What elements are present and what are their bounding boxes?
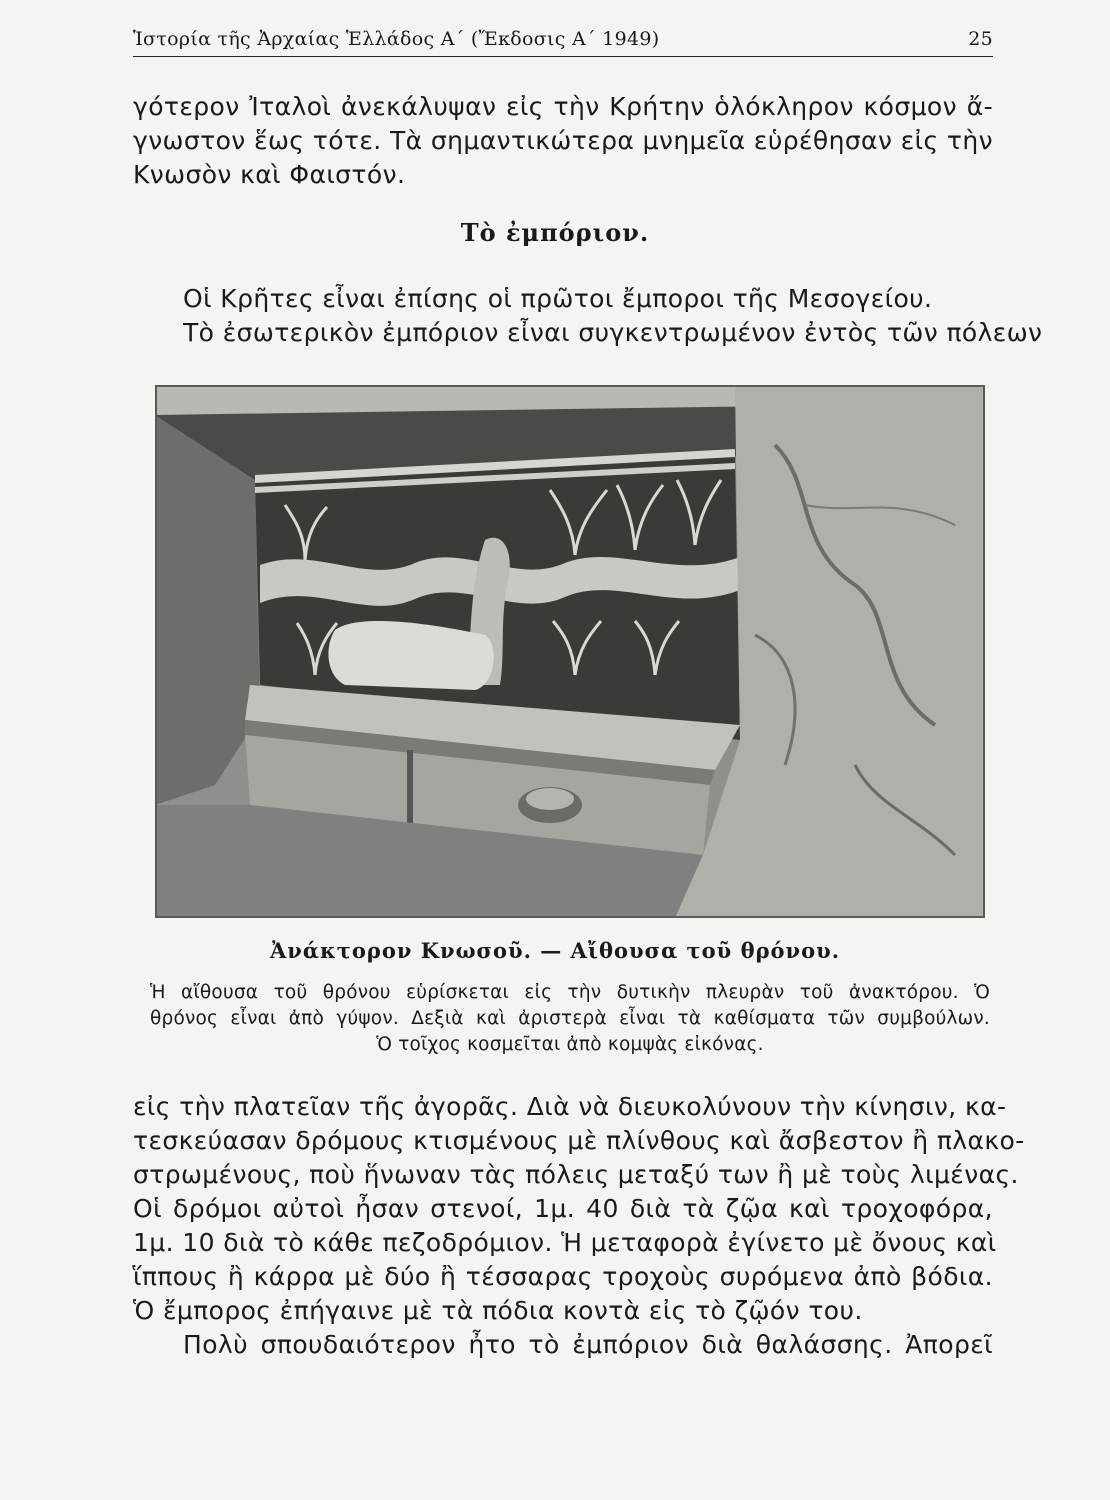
page-number: 25: [968, 28, 993, 50]
text-line: γνωστον ἕως τότε. Τὰ σημαντικώτερα μνημεῖα εὑρέθησαν εἰς τὴν: [133, 126, 993, 155]
commerce-paragraph: [133, 282, 1043, 350]
text-line: Οἱ δρόμοι αὐτοὶ ἦσαν στενοί, 1μ. 40 διὰ τὰ ζῷα καὶ τροχοφόρα,: [133, 1194, 993, 1223]
text-line: Οἱ Κρῆτες εἶναι ἐπίσης οἱ πρῶτοι ἔμποροι τῆς Μεσογείου.: [183, 284, 933, 313]
intro-paragraph: [133, 90, 993, 192]
text-line: Πολὺ σπουδαιότερον ἦτο τὸ ἐμπόριον διὰ θαλάσσης. Ἀπορεῖ: [183, 1330, 993, 1359]
main-paragraph: [133, 1090, 1025, 1362]
text-line: γότερον Ἰταλοὶ ἀνεκάλυψαν εἰς τὴν Κρήτην ὁλόκληρον κόσμον ἄ-: [133, 92, 993, 121]
running-title: Ἱστορία τῆς Ἀρχαίας Ἑλλάδος Α΄ (Ἔκδοσις Α΄ 1949): [133, 28, 660, 50]
text-line: Κνωσὸν καὶ Φαιστόν.: [133, 160, 406, 189]
text-line: στρωμένους, ποὺ ἥνωναν τὰς πόλεις μεταξύ των ἢ μὲ τοὺς λιμένας.: [133, 1160, 1019, 1189]
figure-caption: [150, 980, 990, 1058]
running-header: [133, 22, 993, 57]
caption-line: Ἡ αἴθουσα τοῦ θρόνου εὑρίσκεται εἰς τὴν δυτικὴν πλευρὰν τοῦ ἀνακτόρου. Ὁ: [150, 982, 990, 1003]
throne-room-illustration: [155, 385, 985, 918]
section-heading: Τὸ ἐμπόριον.: [460, 218, 650, 247]
text-line: Τὸ ἐσωτερικὸν ἐμπόριον εἶναι συγκεντρωμένον ἐντὸς τῶν πόλεων: [183, 318, 1043, 347]
caption-line: Ὁ τοῖχος κοσμεῖται ἀπὸ κομψὰς εἰκόνας.: [376, 1034, 764, 1055]
text-line: ἵππους ἢ κάρρα μὲ δύο ἢ τέσσαρας τροχοὺς συρόμενα ἀπὸ βόδια.: [133, 1262, 993, 1291]
text-line: 1μ. 10 διὰ τὸ κάθε πεζοδρόμιον. Ἡ μεταφορὰ ἐγίνετο μὲ ὄνους καὶ: [133, 1228, 997, 1257]
text-line: εἰς τὴν πλατεῖαν τῆς ἀγορᾶς. Διὰ νὰ διευκολύνουν τὴν κίνησιν, κα-: [133, 1092, 1007, 1121]
text-line: Ὁ ἔμπορος ἐπήγαινε μὲ τὰ πόδια κοντὰ εἰς τὸ ζῷόν του.: [133, 1296, 863, 1325]
text-line: τεσκεύασαν δρόμους κτισμένους μὲ πλίνθους καὶ ἄσβεστον ἢ πλακο-: [133, 1126, 1025, 1155]
caption-title: Ἀνάκτορον Κνωσοῦ. — Αἴθουσα τοῦ θρόνου.: [269, 938, 841, 963]
caption-line: θρόνος εἶναι ἀπὸ γύψον. Δεξιὰ καὶ ἀριστερὰ εἶναι τὰ καθίσματα τῶν συμβούλων.: [150, 1008, 990, 1029]
throne-room-photo: [155, 385, 985, 918]
